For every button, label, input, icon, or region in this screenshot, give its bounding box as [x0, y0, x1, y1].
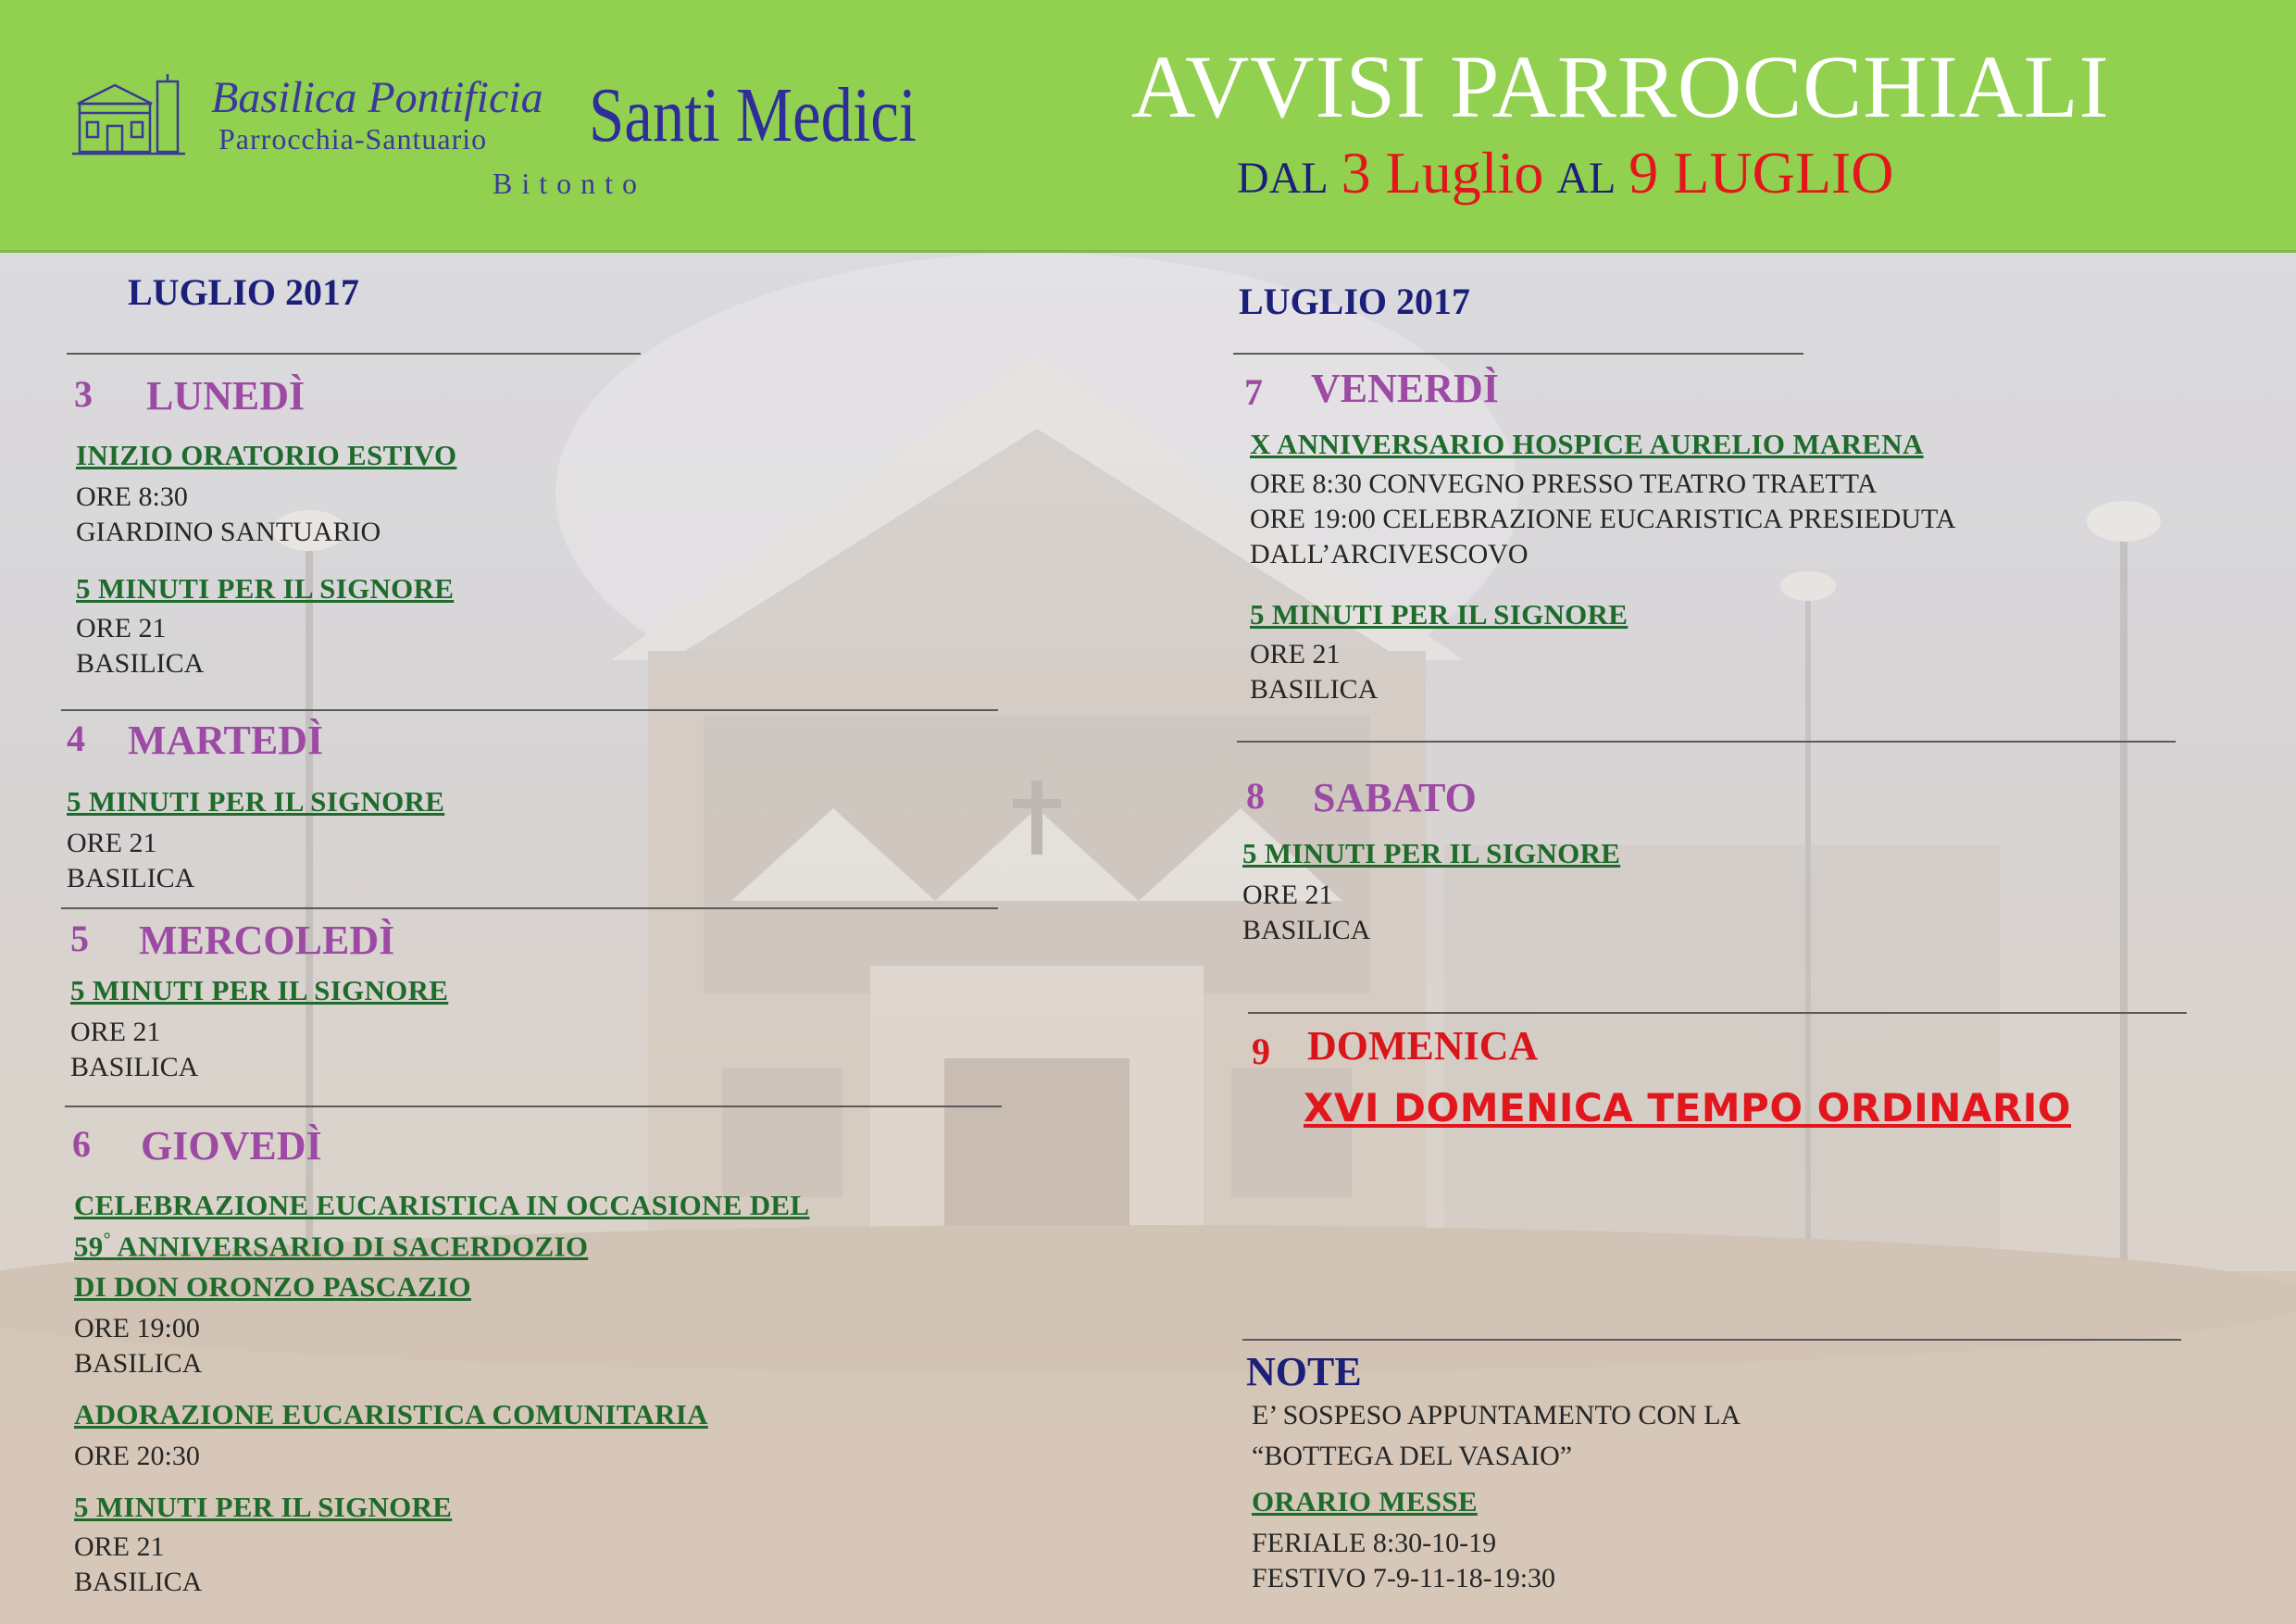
event-time: ORE 19:00	[74, 1313, 200, 1343]
day-name-martedi: MARTEDÌ	[128, 718, 324, 763]
day-name-domenica: DOMENICA	[1307, 1023, 1539, 1068]
event-time: ORE 20:30	[74, 1441, 200, 1471]
event-place: BASILICA	[1242, 915, 1371, 945]
note-line: “BOTTEGA DEL VASAIO”	[1252, 1441, 1573, 1471]
event-time: ORE 21	[1250, 639, 1341, 669]
note-title: NOTE	[1246, 1349, 1362, 1394]
event-time: ORE 21	[1242, 880, 1333, 910]
event-title: 5 MINUTI PER IL SIGNORE	[70, 974, 449, 1006]
event-title-xvi-domenica: XVI DOMENICA TEMPO ORDINARIO	[1304, 1085, 2072, 1131]
divider	[1242, 1339, 2181, 1341]
day-name-lunedi: LUNEDÌ	[146, 373, 306, 418]
day-number-6: 6	[72, 1123, 91, 1165]
event-time: ORE 21	[67, 828, 157, 858]
divider	[1233, 353, 1803, 355]
event-place: BASILICA	[76, 648, 205, 679]
logo-basilica-text: Basilica Pontificia	[211, 73, 543, 122]
messe-festivo: FESTIVO 7-9-11-18-19:30	[1252, 1563, 1556, 1593]
event-title-anniversary	[74, 1230, 588, 1263]
date-range-start: 3 Luglio	[1341, 140, 1544, 206]
event-time: ORE 21	[74, 1531, 165, 1562]
event-title: 5 MINUTI PER IL SIGNORE	[74, 1491, 453, 1523]
date-range	[1237, 139, 1893, 207]
day-name-sabato: SABATO	[1313, 775, 1477, 820]
event-title: X ANNIVERSARIO HOSPICE AURELIO MARENA	[1250, 428, 1924, 460]
page-title: AVVISI PARROCCHIALI	[1131, 37, 2110, 136]
day-number-5: 5	[70, 918, 89, 959]
event-place: BASILICA	[67, 863, 195, 893]
day-number-8: 8	[1246, 775, 1265, 817]
day-number-3: 3	[74, 373, 93, 415]
event-place: BASILICA	[74, 1567, 203, 1597]
event-title: 5 MINUTI PER IL SIGNORE	[67, 785, 445, 818]
right-month-label: LUGLIO 2017	[1239, 281, 1471, 322]
event-place: BASILICA	[70, 1052, 199, 1082]
divider	[65, 1106, 1002, 1107]
day-number-9: 9	[1252, 1031, 1270, 1072]
divider	[61, 709, 998, 711]
header-band	[0, 0, 2296, 253]
degree-sign: °	[103, 1230, 111, 1250]
left-month-label: LUGLIO 2017	[128, 271, 360, 313]
event-title: DI DON ORONZO PASCAZIO	[74, 1270, 471, 1303]
divider	[67, 353, 641, 355]
day-number-7: 7	[1244, 371, 1263, 413]
day-name-venerdi: VENERDÌ	[1311, 366, 1499, 411]
date-range-al: AL	[1556, 154, 1616, 203]
anniversary-text: ANNIVERSARIO DI SACERDOZIO	[110, 1230, 589, 1263]
date-range-end: 9 LUGLIO	[1628, 140, 1894, 206]
event-title: CELEBRAZIONE EUCARISTICA IN OCCASIONE DEL	[74, 1189, 810, 1221]
divider	[61, 907, 998, 909]
logo-santi-medici: Santi Medici	[589, 72, 917, 158]
event-detail: ORE 19:00 CELEBRAZIONE EUCARISTICA PRESIEDUTA	[1250, 504, 1956, 534]
event-time: ORE 8:30	[76, 481, 188, 512]
event-time: ORE 21	[70, 1017, 161, 1047]
day-number-4: 4	[67, 718, 85, 759]
day-name-mercoledi: MERCOLEDÌ	[139, 918, 395, 963]
note-line: E’ SOSPESO APPUNTAMENTO CON LA	[1252, 1400, 1741, 1430]
orario-messe-title: ORARIO MESSE	[1252, 1485, 1478, 1518]
event-title: 5 MINUTI PER IL SIGNORE	[1250, 598, 1628, 631]
event-detail: ORE 8:30 CONVEGNO PRESSO TEATRO TRAETTA	[1250, 468, 1878, 499]
event-place: BASILICA	[74, 1348, 203, 1379]
divider	[1237, 741, 2176, 743]
logo-parrocchia-text: Parrocchia-Santuario	[218, 122, 488, 156]
event-place: GIARDINO SANTUARIO	[76, 517, 381, 547]
event-place: BASILICA	[1250, 674, 1379, 705]
basilica-logo-icon	[70, 72, 191, 165]
anniversary-number: 59	[74, 1230, 104, 1263]
event-title: 5 MINUTI PER IL SIGNORE	[76, 572, 455, 605]
divider	[1248, 1012, 2187, 1014]
messe-feriale: FERIALE 8:30-10-19	[1252, 1528, 1497, 1558]
logo-bitonto-text: Bitonto	[493, 167, 647, 200]
event-time: ORE 21	[76, 613, 167, 643]
event-title: ADORAZIONE EUCARISTICA COMUNITARIA	[74, 1398, 708, 1430]
event-title: 5 MINUTI PER IL SIGNORE	[1242, 837, 1621, 869]
date-range-dal: DAL	[1237, 154, 1329, 203]
event-title: INIZIO ORATORIO ESTIVO	[76, 439, 457, 471]
event-detail: DALL’ARCIVESCOVO	[1250, 539, 1529, 569]
day-name-giovedi: GIOVEDÌ	[141, 1123, 322, 1168]
